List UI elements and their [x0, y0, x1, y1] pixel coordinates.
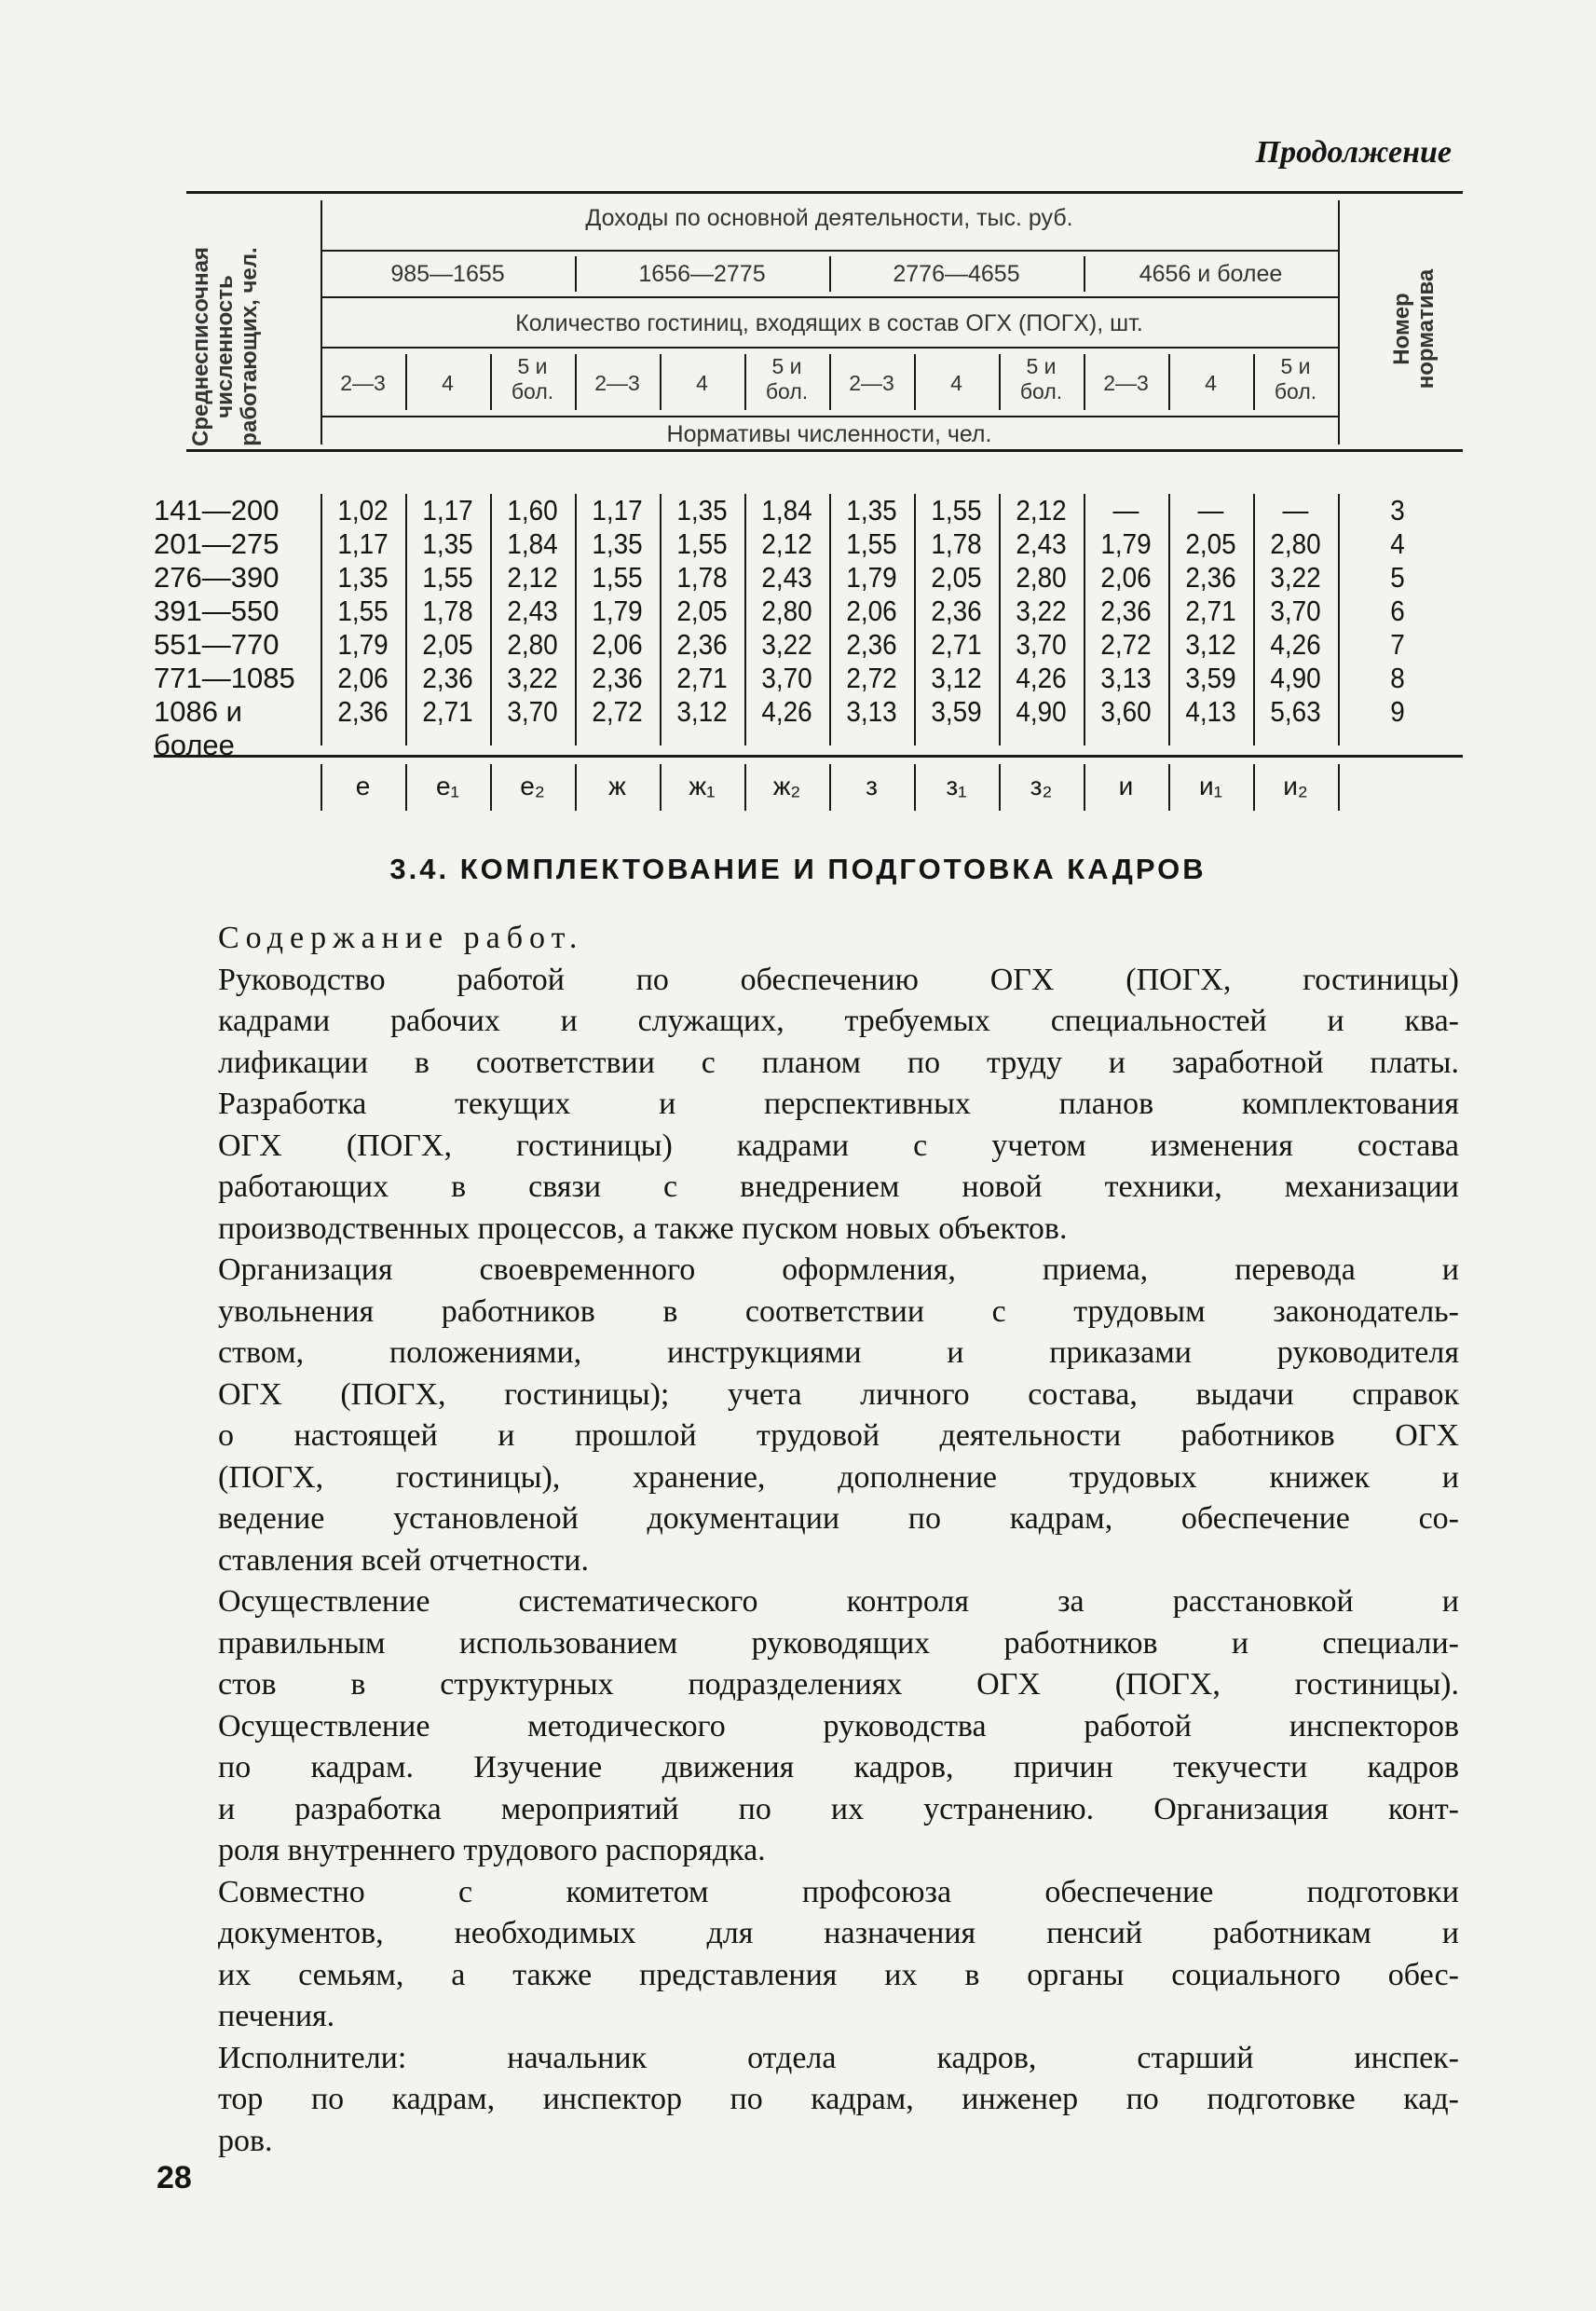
text-line: ров.	[218, 2123, 273, 2158]
hotel-count: 4	[950, 371, 962, 395]
table-cell: 1,55	[846, 527, 897, 560]
text-line: работающих в связи с внедрением новой техники, механизации	[218, 1169, 1459, 1204]
text-line: Руководство работой по обеспечению ОГХ (ПОГХ, гостиницы)	[218, 962, 1459, 997]
table-cell: 2,36	[1185, 561, 1236, 594]
column-letter: е₁	[435, 772, 460, 800]
table-cell: 2,36	[337, 695, 389, 728]
text-line: ством, положениями, инструкциями и приказами руководителя	[218, 1335, 1459, 1370]
hotel-count: 5 и бол.	[1274, 354, 1317, 403]
column-divider	[1168, 494, 1170, 745]
column-letter: ж	[608, 772, 626, 800]
header-right-divider	[1338, 200, 1340, 444]
text-line: производственных процессов, а также пуском новых объектов.	[218, 1210, 1068, 1246]
row-norm-number: 4	[1390, 527, 1405, 560]
hotels-header: Количество гостиниц, входящих в состав ОГХ (ПОГХ), шт.	[515, 310, 1143, 336]
hotel-count: 5 и бол.	[1019, 354, 1063, 403]
income-rule	[321, 250, 1338, 252]
table-cell: 1,79	[846, 561, 897, 594]
table-cell: 3,60	[1100, 695, 1152, 728]
income-range: 985—1655	[390, 261, 505, 287]
paragraph	[218, 960, 1459, 1251]
right-header-label	[1390, 236, 1442, 422]
table-cell: 2,43	[761, 561, 812, 594]
table-cell: 1,17	[337, 527, 389, 560]
left-header-line: Среднесписочная	[188, 247, 213, 446]
text-line: стов в структурных подразделениях ОГХ (ПОГХ, гостиницы).	[218, 1667, 1459, 1702]
text-line: Организация своевременного оформления, приема, перевода и	[218, 1252, 1459, 1287]
hotel-count: 2—3	[594, 371, 640, 395]
letter-divider	[1338, 764, 1340, 811]
column-divider	[490, 494, 492, 745]
hotel-count: 4	[1205, 371, 1217, 395]
table-cell: 1,35	[337, 561, 389, 594]
row-range: 1086 и более	[154, 695, 242, 761]
section-heading: 3.4. КОМПЛЕКТОВАНИЕ И ПОДГОТОВКА КАДРОВ	[389, 853, 1207, 885]
hotel-count-rule	[321, 416, 1338, 417]
paragraph	[218, 1250, 1459, 1581]
table-cell: 2,43	[1016, 527, 1067, 560]
table-cell: 1,79	[1100, 527, 1152, 560]
table-cell: 1,55	[337, 595, 389, 627]
table-cell: 1,17	[422, 494, 473, 526]
column-letter: з	[866, 772, 878, 800]
table-cell: 2,80	[761, 595, 812, 627]
column-letter: е₂	[520, 772, 545, 800]
column-divider	[999, 494, 1001, 745]
table-cell: 1,78	[931, 527, 982, 560]
table-cell: 2,72	[1100, 628, 1152, 661]
column-divider	[829, 494, 831, 745]
table-cell: 1,55	[676, 527, 728, 560]
table-cell: 2,05	[931, 561, 982, 594]
row-range: 551—770	[154, 628, 280, 661]
table-bottom-rule	[154, 755, 1463, 758]
paragraph	[218, 2038, 1459, 2163]
text-line: кадрами рабочих и служащих, требуемых специальностей и ква-	[218, 1004, 1459, 1038]
table-cell: 2,71	[676, 662, 728, 694]
paragraph	[218, 1872, 1459, 2038]
table-cell: 2,36	[676, 628, 728, 661]
hotel-count: 4	[442, 371, 454, 395]
income-header: Доходы по основной деятельности, тыс. руб.	[585, 205, 1073, 231]
table-cell: 4,90	[1270, 662, 1321, 694]
table-cell: 2,12	[761, 527, 812, 560]
text-line: Содержание работ.	[218, 921, 584, 955]
table-cell: 2,72	[592, 695, 643, 728]
text-line: роля внутреннего трудового распорядка.	[218, 1833, 766, 1867]
table-cell: 3,22	[507, 662, 558, 694]
column-divider	[321, 494, 322, 745]
header-bottom-rule	[186, 449, 1463, 452]
column-letter: и₁	[1198, 772, 1223, 800]
table-cell: 1,17	[592, 494, 643, 526]
table-cell: 2,12	[1016, 494, 1067, 526]
table-cell: 2,36	[592, 662, 643, 694]
text-line: Исполнители: начальник отдела кадров, старший инспек-	[218, 2040, 1459, 2075]
table-cell: 2,72	[846, 662, 897, 694]
paragraph	[218, 1581, 1459, 1872]
column-letter: е	[355, 772, 371, 800]
table-cell: 1,84	[507, 527, 558, 560]
table-cell: 2,71	[1185, 595, 1236, 627]
body-text	[218, 918, 1459, 2162]
table-cell: —	[1197, 494, 1224, 526]
hotel-header-rule	[321, 347, 1338, 349]
table-top-rule	[186, 191, 1463, 194]
norms-header: Нормативы численности, чел.	[666, 421, 992, 447]
text-line: Осуществление систематического контроля за расстановкой и	[218, 1584, 1459, 1619]
column-letter: и	[1118, 772, 1134, 800]
text-line: Осуществление методического руководства работой инспекторов	[218, 1708, 1459, 1744]
table-cell: 1,84	[761, 494, 812, 526]
column-letter: ж₂	[772, 772, 801, 800]
table-cell: 3,12	[676, 695, 728, 728]
row-range: 276—390	[154, 561, 280, 594]
table-cell: 3,70	[1016, 628, 1067, 661]
text-line: и разработка мероприятий по их устранению. Организация конт-	[218, 1791, 1459, 1826]
text-line: ведение установленой документации по кадрам, обеспечение со-	[218, 1501, 1459, 1536]
table-cell: 2,36	[1100, 595, 1152, 627]
left-header-label	[189, 226, 267, 468]
text-line: ОГХ (ПОГХ, гостиницы) кадрами с учетом изменения состава	[218, 1128, 1459, 1163]
row-norm-number: 3	[1390, 494, 1405, 526]
table-cell: 1,35	[676, 494, 728, 526]
table-cell: 1,55	[422, 561, 473, 594]
table-cell: 4,90	[1016, 695, 1067, 728]
table-cell: 1,55	[931, 494, 982, 526]
column-divider	[744, 494, 746, 745]
table-cell: 3,59	[1185, 662, 1236, 694]
text-line: Разработка текущих и перспективных планов комплектования	[218, 1087, 1459, 1121]
table-cell: 2,80	[1270, 527, 1321, 560]
table-cell: 3,59	[931, 695, 982, 728]
text-line: лификации в соответствии с планом по труду и заработной платы.	[218, 1045, 1459, 1080]
text-line: увольнения работников в соответствии с трудовым законодатель-	[218, 1293, 1459, 1329]
table-cell: 4,26	[1016, 662, 1067, 694]
hotel-count: 2—3	[340, 371, 386, 395]
table-cell: 5,63	[1270, 695, 1321, 728]
hotel-count: 5 и бол.	[511, 354, 554, 403]
table-cell: 3,12	[931, 662, 982, 694]
income-range: 1656—2775	[638, 261, 766, 287]
table-cell: 1,35	[592, 527, 643, 560]
text-line: ставления всей отчетности.	[218, 1542, 589, 1578]
table-cell: —	[1282, 494, 1309, 526]
table-cell: 1,35	[422, 527, 473, 560]
table-cell: 1,78	[422, 595, 473, 627]
hotel-count: 4	[696, 371, 708, 395]
row-range: 771—1085	[154, 662, 295, 694]
table-cell: 1,78	[676, 561, 728, 594]
table-cell: 1,79	[592, 595, 643, 627]
row-range: 201—275	[154, 527, 280, 560]
row-norm-number: 9	[1390, 695, 1405, 728]
table-cell: 3,13	[1100, 662, 1152, 694]
text-line: по кадрам. Изучение движения кадров, причин текучести кадров	[218, 1750, 1459, 1785]
column-letter: з₁	[946, 772, 967, 800]
column-divider	[1338, 494, 1340, 745]
column-divider	[575, 494, 577, 745]
table-cell: 1,35	[846, 494, 897, 526]
contents-label	[218, 918, 1459, 960]
table-cell: 3,70	[507, 695, 558, 728]
table-cell: 3,22	[761, 628, 812, 661]
column-divider	[660, 494, 662, 745]
column-divider	[1253, 494, 1255, 745]
table-cell: 3,22	[1016, 595, 1067, 627]
table-cell: 2,71	[931, 628, 982, 661]
page-number: 28	[157, 2160, 192, 2195]
row-norm-number: 7	[1390, 628, 1405, 661]
table-cell: 2,36	[846, 628, 897, 661]
table-cell: 2,05	[1185, 527, 1236, 560]
text-line: ОГХ (ПОГХ, гостиницы); учета личного состава, выдачи справок	[218, 1376, 1459, 1412]
table-cell: 2,06	[1100, 561, 1152, 594]
column-letter: ж₁	[689, 772, 716, 800]
row-norm-number: 6	[1390, 595, 1405, 627]
table-cell: 1,55	[592, 561, 643, 594]
row-range: 391—550	[154, 595, 280, 627]
hotel-count: 2—3	[849, 371, 894, 395]
right-header-line: Номер	[1389, 293, 1414, 365]
row-norm-number: 5	[1390, 561, 1405, 594]
continuation-label: Продолжение	[1255, 135, 1452, 170]
table-cell: 4,26	[761, 695, 812, 728]
column-divider	[405, 494, 407, 745]
right-header-line: норматива	[1413, 268, 1439, 390]
text-line: правильным использованием руководящих работников и специали-	[218, 1625, 1459, 1661]
table-cell: 3,12	[1185, 628, 1236, 661]
table-cell: 4,26	[1270, 628, 1321, 661]
table-cell: 3,70	[1270, 595, 1321, 627]
table-cell: 3,70	[761, 662, 812, 694]
column-letter: и₂	[1283, 772, 1308, 800]
hotel-count: 2—3	[1103, 371, 1149, 395]
table-cell: 2,36	[422, 662, 473, 694]
table-cell: 2,36	[931, 595, 982, 627]
table-cell: 2,06	[592, 628, 643, 661]
income-range: 4656 и более	[1139, 261, 1283, 287]
table-cell: 4,13	[1185, 695, 1236, 728]
table-cell: 2,06	[846, 595, 897, 627]
text-line: печения.	[218, 1999, 335, 2033]
table-cell: 2,80	[507, 628, 558, 661]
column-divider	[914, 494, 916, 745]
column-divider	[1084, 494, 1085, 745]
hotel-count: 5 и бол.	[765, 354, 809, 403]
column-letter: з₂	[1030, 772, 1053, 800]
table-cell: 2,80	[1016, 561, 1067, 594]
text-line: о настоящей и прошлой трудовой деятельности работников ОГХ	[218, 1418, 1459, 1453]
income-range: 2776—4655	[893, 261, 1020, 287]
row-norm-number: 8	[1390, 662, 1405, 694]
table-cell: 2,05	[422, 628, 473, 661]
table-cell: 1,60	[507, 494, 558, 526]
table-cell: 2,06	[337, 662, 389, 694]
text-line: тор по кадрам, инспектор по кадрам, инженер по подготовке кад-	[218, 2082, 1459, 2116]
table-cell: 1,02	[337, 494, 389, 526]
table-cell: 1,79	[337, 628, 389, 661]
table-cell: 2,71	[422, 695, 473, 728]
table-cell: 2,43	[507, 595, 558, 627]
text-line: (ПОГХ, гостиницы), хранение, дополнение трудовых книжек и	[218, 1459, 1459, 1495]
text-line: их семьям, а также представления их в органы социального обес-	[218, 1957, 1459, 1992]
table-cell: 3,22	[1270, 561, 1321, 594]
table-cell: —	[1112, 494, 1139, 526]
income-range-rule	[321, 296, 1338, 298]
left-header-line: численность	[212, 275, 238, 418]
row-range: 141—200	[154, 494, 280, 526]
text-line: документов, необходимых для назначения пенсий работникам и	[218, 1916, 1459, 1950]
table-cell: 2,12	[507, 561, 558, 594]
table-cell: 2,05	[676, 595, 728, 627]
text-line: Совместно с комитетом профсоюза обеспечение подготовки	[218, 1874, 1459, 1909]
left-header-line: работающих, чел.	[237, 247, 262, 446]
table-cell: 3,13	[846, 695, 897, 728]
